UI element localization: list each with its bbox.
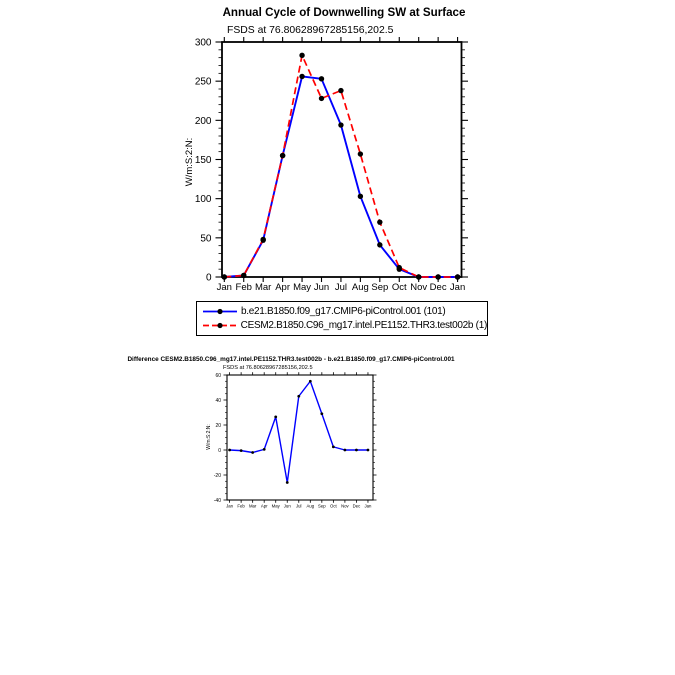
svg-text:250: 250 xyxy=(194,76,212,88)
svg-text:300: 300 xyxy=(194,37,212,49)
svg-text:Oct: Oct xyxy=(330,503,337,509)
svg-text:100: 100 xyxy=(194,194,212,206)
main-chart-y-axis-label: W/m:S:2:N: xyxy=(184,137,195,187)
svg-text:Mar: Mar xyxy=(248,503,257,509)
svg-text:Jul: Jul xyxy=(296,503,302,509)
legend-item-label: b.e21.B1850.f09_g17.CMIP6-piControl.001 (101) xyxy=(241,305,446,317)
legend-marker-icon xyxy=(217,309,222,314)
svg-text:May: May xyxy=(293,282,312,293)
svg-text:-20: -20 xyxy=(213,472,221,479)
svg-text:Nov: Nov xyxy=(410,282,428,293)
diff-chart-y-tick-labels xyxy=(214,373,221,504)
svg-text:May: May xyxy=(271,503,280,509)
diff-chart-series-0-markers xyxy=(228,380,369,484)
diff-chart-x-tick-labels xyxy=(226,504,372,509)
main-chart-plot xyxy=(195,37,468,293)
svg-text:Apr: Apr xyxy=(260,503,268,509)
legend-line-dashed-sample xyxy=(202,320,238,331)
svg-text:Jan: Jan xyxy=(449,282,466,293)
legend-item xyxy=(197,306,487,317)
diff-chart-plot xyxy=(214,372,377,508)
svg-text:Nov: Nov xyxy=(341,503,349,509)
legend-line-solid-sample xyxy=(202,306,238,317)
svg-text:200: 200 xyxy=(194,115,212,127)
svg-text:50: 50 xyxy=(200,233,212,245)
svg-text:Dec: Dec xyxy=(429,282,447,293)
svg-text:Feb: Feb xyxy=(237,503,245,509)
svg-text:Oct: Oct xyxy=(391,282,407,293)
svg-text:Sep: Sep xyxy=(371,282,389,293)
svg-text:20: 20 xyxy=(215,422,221,429)
main-chart-series-1-markers xyxy=(222,53,461,280)
svg-text:Jan: Jan xyxy=(226,503,234,509)
svg-text:Dec: Dec xyxy=(352,503,361,509)
diff-chart-y-axis-label: W/m:S:2:N: xyxy=(206,424,212,450)
svg-text:60: 60 xyxy=(215,372,221,379)
main-chart-y-tick-labels xyxy=(195,38,212,284)
svg-text:Jan: Jan xyxy=(364,503,372,509)
legend-marker-icon xyxy=(217,323,222,328)
svg-text:Jan: Jan xyxy=(216,282,232,293)
main-chart-x-tick-labels xyxy=(217,282,466,293)
legend-item xyxy=(197,320,487,331)
svg-text:Jun: Jun xyxy=(283,503,291,509)
main-chart-title: Annual Cycle of Downwelling SW at Surface xyxy=(222,6,466,19)
svg-text:0: 0 xyxy=(205,272,212,284)
main-chart-subtitle: FSDS at 76.80628967285156,202.5 xyxy=(227,25,394,36)
svg-text:40: 40 xyxy=(215,397,221,404)
legend-item-label: CESM2.B1850.C96_mg17.intel.PE1152.THR3.test002b (1) xyxy=(240,320,487,332)
diff-chart-subtitle: FSDS at 76.80628967285156,202.5 xyxy=(223,365,313,371)
svg-text:Jul: Jul xyxy=(334,282,348,293)
main-chart-axes-box xyxy=(222,42,462,277)
svg-text:0: 0 xyxy=(218,447,221,454)
svg-text:Mar: Mar xyxy=(254,282,272,293)
svg-text:Sep: Sep xyxy=(318,503,326,509)
svg-text:Apr: Apr xyxy=(275,282,291,293)
svg-text:Jun: Jun xyxy=(313,282,330,293)
svg-text:Aug: Aug xyxy=(351,282,369,293)
svg-text:Feb: Feb xyxy=(235,282,252,293)
svg-text:Aug: Aug xyxy=(306,503,315,509)
main-chart-series-0-line xyxy=(224,76,457,277)
diff-chart-title: Difference CESM2.B1850.C96_mg17.intel.PE1152.THR3.test002b - b.e21.B1850.f09_g17.CMIP6-piControl.001 xyxy=(127,356,455,363)
svg-text:150: 150 xyxy=(194,155,212,166)
legend xyxy=(196,301,488,336)
svg-text:-40: -40 xyxy=(213,497,221,504)
